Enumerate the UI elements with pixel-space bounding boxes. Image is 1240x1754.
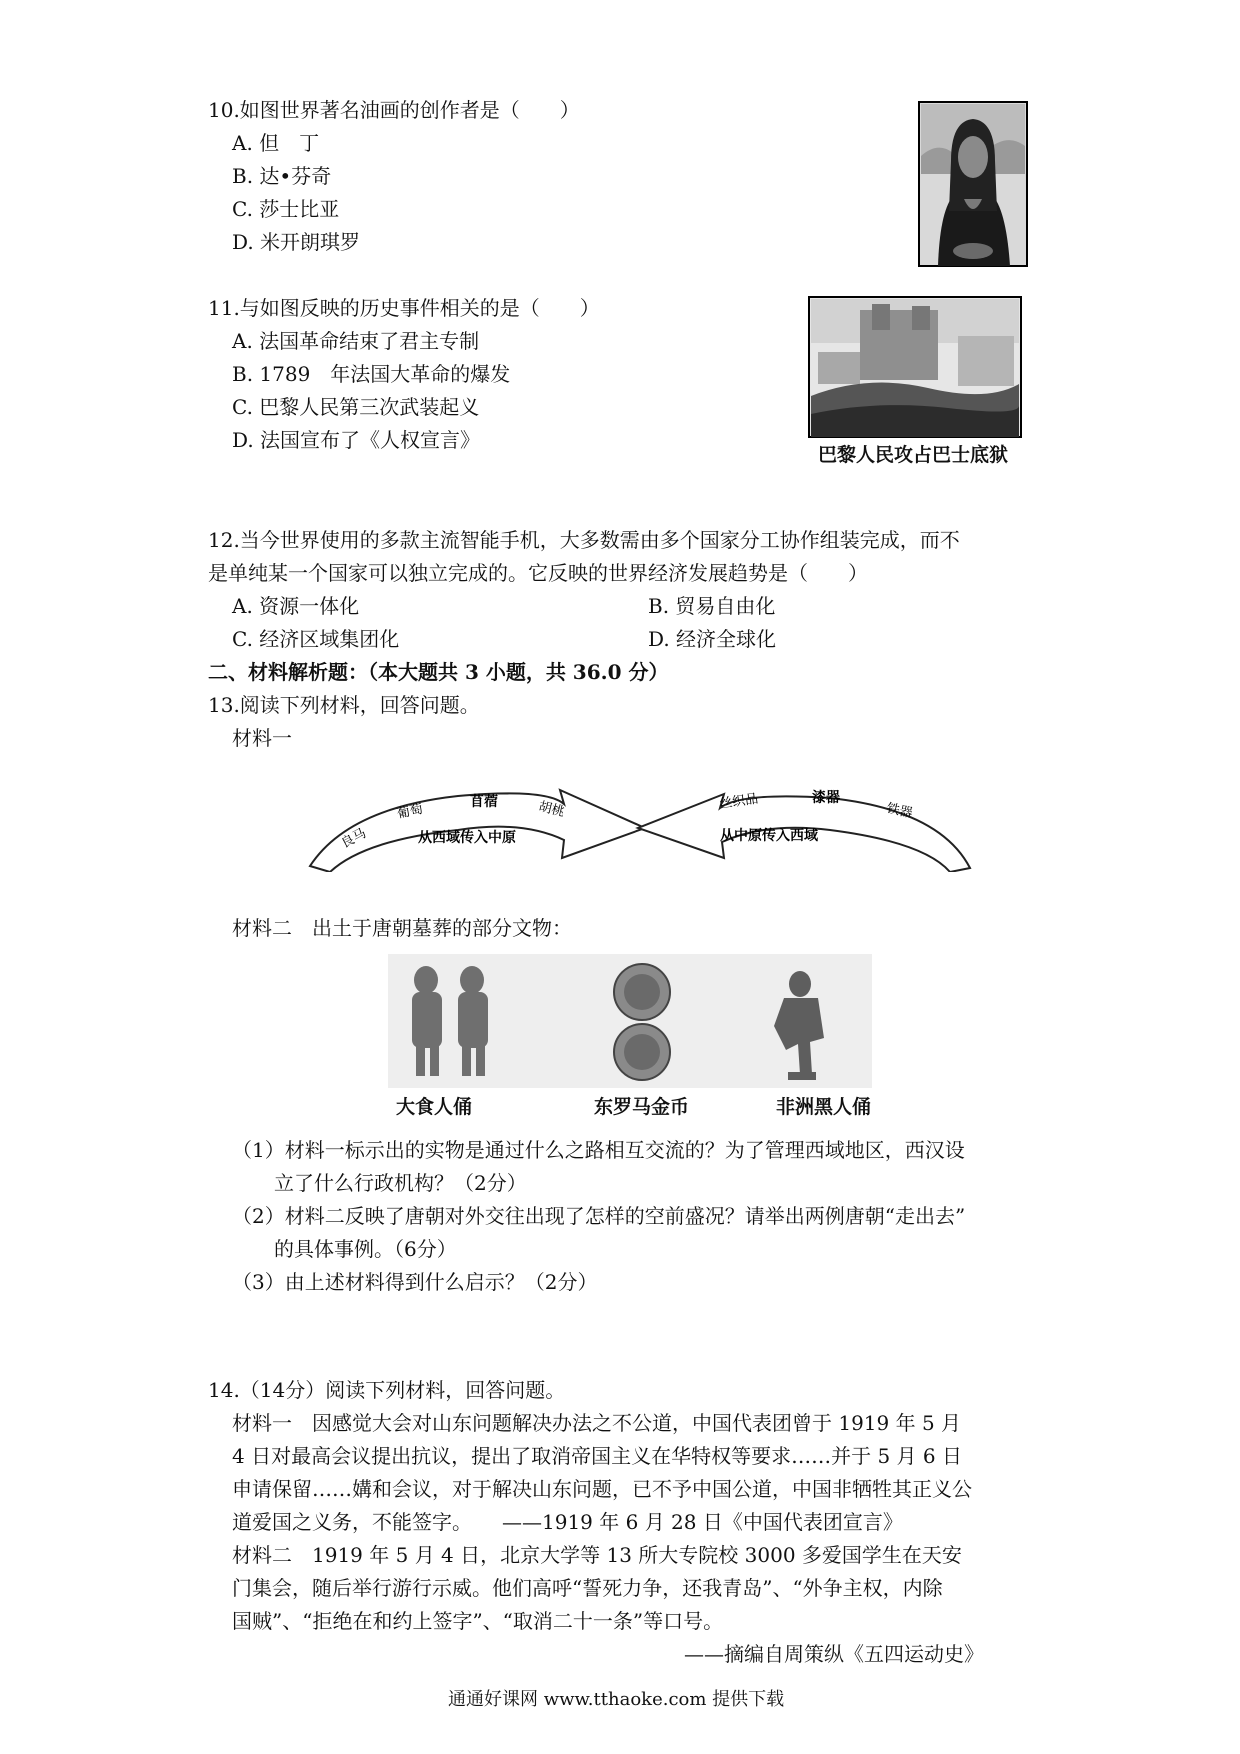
q10-option-a: A. 但 丁: [232, 131, 320, 155]
q11-option-b: B. 1789 年法国大革命的爆发: [232, 362, 511, 386]
q13-question-1-line1: （1）材料一标示出的实物是通过什么之路相互交流的？为了管理西域地区，西汉设: [232, 1138, 965, 1162]
q11-option-a: A. 法国革命结束了君主专制: [232, 329, 480, 353]
right-item-3: 铁器: [885, 801, 914, 822]
q14-material2-source: ——摘编自周策纵《五四运动史》: [684, 1642, 984, 1666]
q10-option-d: D. 米开朗琪罗: [232, 230, 361, 254]
tang-artifacts-image: [388, 954, 872, 1088]
q12-stem-line1: 12.当今世界使用的多款主流智能手机，大多数需由多个国家分工协作组装完成，而不: [208, 528, 960, 552]
q14-material2-line1: 材料二 1919 年 5 月 4 日，北京大学等 13 所大专院校 3000 多爱国学生在天安: [232, 1543, 962, 1567]
q13-material2-label: 材料二 出土于唐朝墓葬的部分文物：: [232, 916, 572, 940]
q11-option-d: D. 法国宣布了《人权宣言》: [232, 428, 481, 452]
q14-material1-line1: 材料一 因感觉大会对山东问题解决办法之不公道，中国代表团曾于 1919 年 5 月: [232, 1411, 962, 1435]
left-item-1: 良马: [338, 826, 369, 852]
section-2-heading: 二、材料解析题：（本大题共 3 小题，共 36.0 分）: [208, 660, 669, 684]
q10-stem: 10.如图世界著名油画的创作者是（ ）: [208, 98, 580, 122]
right-item-1: 丝织品: [718, 791, 760, 812]
left-item-3: 苜蓿: [470, 794, 498, 810]
q14-material1-line4: 道爱国之义务，不能签字。 ——1919 年 6 月 28 日《中国代表团宣言》: [232, 1510, 903, 1534]
q12-option-a: A. 资源一体化: [232, 594, 360, 618]
q14-material2-line3: 国贼”、“拒绝在和约上签字”、“取消二十一条”等口号。: [232, 1609, 724, 1633]
q14-material2-line2: 门集会，随后举行游行示威。他们高呼“誓死力争，还我青岛”、“外争主权，内除: [232, 1576, 943, 1600]
q14-material1-line3: 申请保留……媾和会议，对于解决山东问题，已不予中国公道，中国非牺牲其正义公: [232, 1477, 972, 1501]
left-arrow-caption: 从西域传入中原: [418, 830, 516, 846]
left-item-2: 葡萄: [395, 801, 425, 822]
q13-question-1-line2: 立了什么行政机构？（2分）: [274, 1171, 527, 1195]
artifact-caption-coin: 东罗马金币: [594, 1096, 690, 1118]
q12-stem-line2: 是单纯某一个国家可以独立完成的。它反映的世界经济发展趋势是（ ）: [208, 561, 868, 585]
q14-material1-line2: 4 日对最高会议提出抗议，提出了取消帝国主义在华特权等要求……并于 5 月 6 日: [232, 1444, 962, 1468]
q12-option-b: B. 贸易自由化: [648, 594, 776, 618]
q11-stem: 11.与如图反映的历史事件相关的是（ ）: [208, 296, 600, 320]
q14-stem: 14.（14分）阅读下列材料，回答问题。: [208, 1378, 566, 1402]
right-arrow-caption: 从中原传入西域: [720, 828, 818, 844]
q12-option-c: C. 经济区域集团化: [232, 627, 400, 651]
q11-option-c: C. 巴黎人民第三次武装起义: [232, 395, 480, 419]
q10-option-c: C. 莎士比亚: [232, 197, 340, 221]
right-item-2: 漆器: [812, 790, 840, 806]
q13-stem: 13.阅读下列材料，回答问题。: [208, 693, 480, 717]
q13-question-2-line2: 的具体事例。（6分）: [274, 1237, 457, 1261]
mona-lisa-image: [918, 101, 1028, 267]
q13-material1-label: 材料一: [232, 726, 292, 750]
q13-question-2-line1: （2）材料二反映了唐朝对外交往出现了怎样的空前盛况？请举出两例唐朝“走出去”: [232, 1204, 966, 1228]
q12-option-d: D. 经济全球化: [648, 627, 777, 651]
q13-question-3: （3）由上述材料得到什么启示？（2分）: [232, 1270, 598, 1294]
silk-road-exchange-diagram: [300, 768, 980, 872]
page-footer: 通通好课网 www.tthaoke.com 提供下载: [448, 1689, 785, 1710]
left-item-4: 胡桃: [537, 799, 566, 821]
artifact-caption-arab: 大食人俑: [396, 1096, 473, 1118]
q10-option-b: B. 达•芬奇: [232, 164, 332, 188]
artifact-caption-african: 非洲黑人俑: [776, 1096, 872, 1118]
bastille-caption: 巴黎人民攻占巴士底狱: [818, 444, 1009, 466]
bastille-image: [808, 296, 1022, 438]
